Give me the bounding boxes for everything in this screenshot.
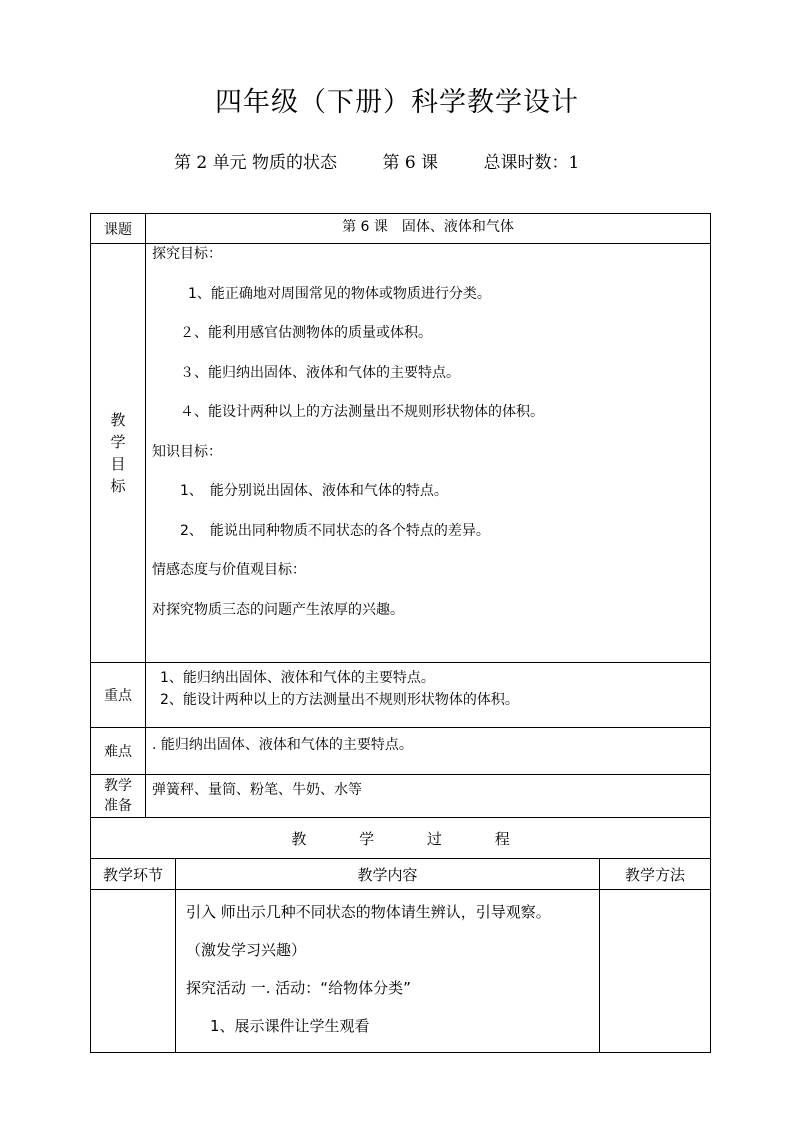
- content-cell: [176, 890, 600, 1053]
- col-header-content: 教学内容: [176, 859, 600, 890]
- page-title: 四年级（下册）科学教学设计: [215, 87, 579, 118]
- col-header-method: 教学方法: [600, 859, 711, 890]
- lesson-plan-table: [90, 213, 711, 1053]
- content-line: 探究活动 一. 活动：“给物体分类”: [186, 979, 411, 997]
- objective-item: ２、能利用感官估测物体的质量或体积。: [180, 325, 432, 341]
- objective-item: 2、 能说出同种物质不同状态的各个特点的差异。: [180, 522, 490, 539]
- objective-heading: 探究目标：: [152, 246, 222, 262]
- objective-item: 对探究物质三态的问题产生浓厚的兴趣。: [152, 601, 404, 618]
- topic-label: 课题: [91, 214, 146, 244]
- objectives-label-text: 教学目标: [110, 411, 126, 495]
- process-char: 程: [494, 829, 510, 848]
- key-point-item: 1、能归纳出固体、液体和气体的主要特点。: [160, 670, 435, 686]
- content-line: （激发学习兴趣）: [186, 941, 307, 959]
- objectives-cell: [146, 244, 711, 663]
- prep-label-line: 准备: [104, 798, 132, 814]
- topic-value: 第 6 课 固体、液体和气体: [146, 214, 711, 244]
- col-header-stage: 教学环节: [91, 859, 176, 890]
- process-heading: [91, 818, 711, 859]
- difficulty-label: 难点: [91, 728, 146, 775]
- process-char: 学: [359, 829, 375, 848]
- objective-item: ３、能归纳出固体、液体和气体的主要特点。: [180, 364, 460, 381]
- process-char: 教: [291, 829, 307, 848]
- subtitle: [174, 148, 579, 173]
- content-line: 引入 师出示几种不同状态的物体请生辨认，引导观察。: [186, 903, 551, 921]
- process-char: 过: [426, 829, 442, 848]
- method-cell: [600, 890, 711, 1053]
- difficulty-value: . 能归纳出固体、液体和气体的主要特点。: [146, 728, 711, 775]
- prep-label: [91, 775, 146, 818]
- lesson-number: 第 6 课: [382, 153, 439, 173]
- content-line: 1、展示课件让学生观看: [210, 1017, 370, 1035]
- prep-value: 弹簧秤、量筒、粉笔、牛奶、水等: [146, 775, 711, 818]
- key-points-label: 重点: [91, 663, 146, 728]
- objective-item: 1、 能分别说出固体、液体和气体的特点。: [180, 483, 448, 499]
- key-point-item: 2、能设计两种以上的方法测量出不规则形状物体的体积。: [160, 692, 519, 708]
- key-points-cell: [146, 663, 711, 728]
- objective-item: ４、能设计两种以上的方法测量出不规则形状物体的体积。: [180, 404, 544, 420]
- total-hours: 总课时数：1: [483, 153, 580, 173]
- objective-heading: 情感态度与价值观目标：: [152, 562, 306, 578]
- unit-label: 第 2 单元 物质的状态: [174, 153, 338, 173]
- stage-cell: [91, 890, 176, 1053]
- objective-heading: 知识目标：: [152, 443, 222, 460]
- objective-item: 1、能正确地对周围常见的物体或物质进行分类。: [188, 285, 491, 302]
- objectives-label: [91, 244, 146, 663]
- prep-label-line: 教学: [104, 778, 132, 794]
